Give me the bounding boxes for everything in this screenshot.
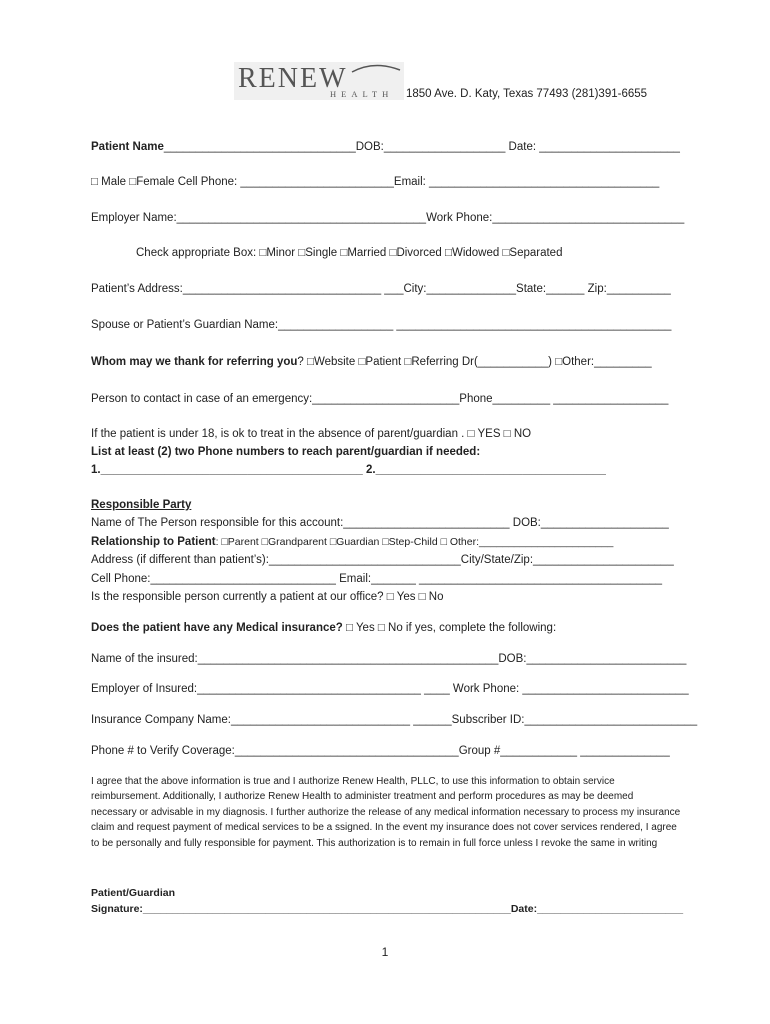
insurance-company-row[interactable]: Insurance Company Name:____________________________ ______Subscriber ID:___________________________ xyxy=(91,714,698,726)
patient-name-label: Patient Name xyxy=(91,141,164,153)
signature-date-row[interactable]: Signature:_______________________________________________________________Date:_________________________ xyxy=(91,903,684,915)
renew-health-logo xyxy=(234,62,404,100)
signature-label: Patient/Guardian xyxy=(91,887,176,899)
insurance-question-row[interactable] xyxy=(91,621,556,635)
relationship-row[interactable] xyxy=(91,535,613,549)
responsible-party-heading: Responsible Party xyxy=(91,499,192,511)
marital-status-row[interactable]: Check appropriate Box: □Minor □Single □Married □Divorced □Widowed □Separated xyxy=(136,247,563,259)
patient-name-row[interactable] xyxy=(91,140,680,154)
referral-row[interactable] xyxy=(91,355,652,369)
authorization-agreement: I agree that the above information is true and I authorize Renew Health, PLLC, to use this information to obtain service reimbursement. Additionally, I authorize Renew Health to administer treatment and perform procedures as may be deemed necessary or advisable in my diagnosis. I further authorize the release of any medical information necessary to process my insurance claim and request payment of medical services to be a ssigned. In the event my insurance does not cover services rendered, I agree to be personally and fully responsible for payment. This authorization is to remain in full force unless I revoke the same in writing xyxy=(91,776,681,849)
emergency-contact-row[interactable]: Person to contact in case of an emergency:_______________________Phone_________ __________________ xyxy=(91,393,669,405)
logo-subtext: HEALTH xyxy=(330,89,394,99)
patient-name-fields[interactable]: ______________________________DOB:___________________ Date: ______________________ xyxy=(163,141,680,153)
relationship-label: Relationship to Patient xyxy=(91,536,216,548)
page-number: 1 xyxy=(381,945,389,959)
insured-name-row[interactable]: Name of the insured:_______________________________________________DOB:_________________________ xyxy=(91,653,687,665)
responsible-phone-email-row[interactable]: Cell Phone:_____________________________ Email:_______ ______________________________________ xyxy=(91,573,663,585)
employer-row[interactable]: Employer Name:_______________________________________Work Phone:______________________________ xyxy=(91,212,685,224)
coverage-phone-row[interactable]: Phone # to Verify Coverage:___________________________________Group #____________ ______________ xyxy=(91,745,670,757)
insurance-question: Does the patient have any Medical insurance? xyxy=(91,622,343,634)
referral-label: Whom may we thank for referring you xyxy=(91,356,298,368)
logo-text: RENEW xyxy=(238,63,348,94)
relationship-options[interactable]: : □Parent □Grandparent □Guardian □Step-Child □ Other:_______________________ xyxy=(215,536,614,548)
insurance-options[interactable]: □ Yes □ No if yes, complete the following: xyxy=(342,622,557,634)
referral-options[interactable]: ? □Website □Patient □Referring Dr(___________) □Other:_________ xyxy=(297,356,652,368)
clinic-address: 1850 Ave. D. Katy, Texas 77493 (281)391-6655 xyxy=(406,88,648,100)
parent-phone-fields[interactable]: 1._________________________________________ 2.____________________________________ xyxy=(91,464,606,476)
gender-phone-email-row[interactable]: □ Male □Female Cell Phone: ________________________Email: ____________________________________ xyxy=(91,176,660,188)
responsible-address-row[interactable]: Address (if different than patient’s):______________________________City/State/Zip:______________________ xyxy=(91,554,674,566)
phone-instruction: List at least (2) two Phone numbers to reach parent/guardian if needed: xyxy=(91,446,481,458)
patient-address-row[interactable]: Patient’s Address:_______________________________ ___City:______________State:______ Zip:__________ xyxy=(91,283,671,295)
responsible-is-patient-row[interactable]: Is the responsible person currently a patient at our office? □ Yes □ No xyxy=(91,591,444,603)
minor-consent-row[interactable]: If the patient is under 18, is ok to treat in the absence of parent/guardian . □ YES □ NO xyxy=(91,428,532,440)
insured-employer-row[interactable]: Employer of Insured:___________________________________ ____ Work Phone: __________________________ xyxy=(91,683,689,695)
responsible-name-row[interactable]: Name of The Person responsible for this account:__________________________ DOB:____________________ xyxy=(91,517,669,529)
guardian-name-row[interactable]: Spouse or Patient’s Guardian Name:__________________ ___________________________________________ xyxy=(91,319,672,331)
